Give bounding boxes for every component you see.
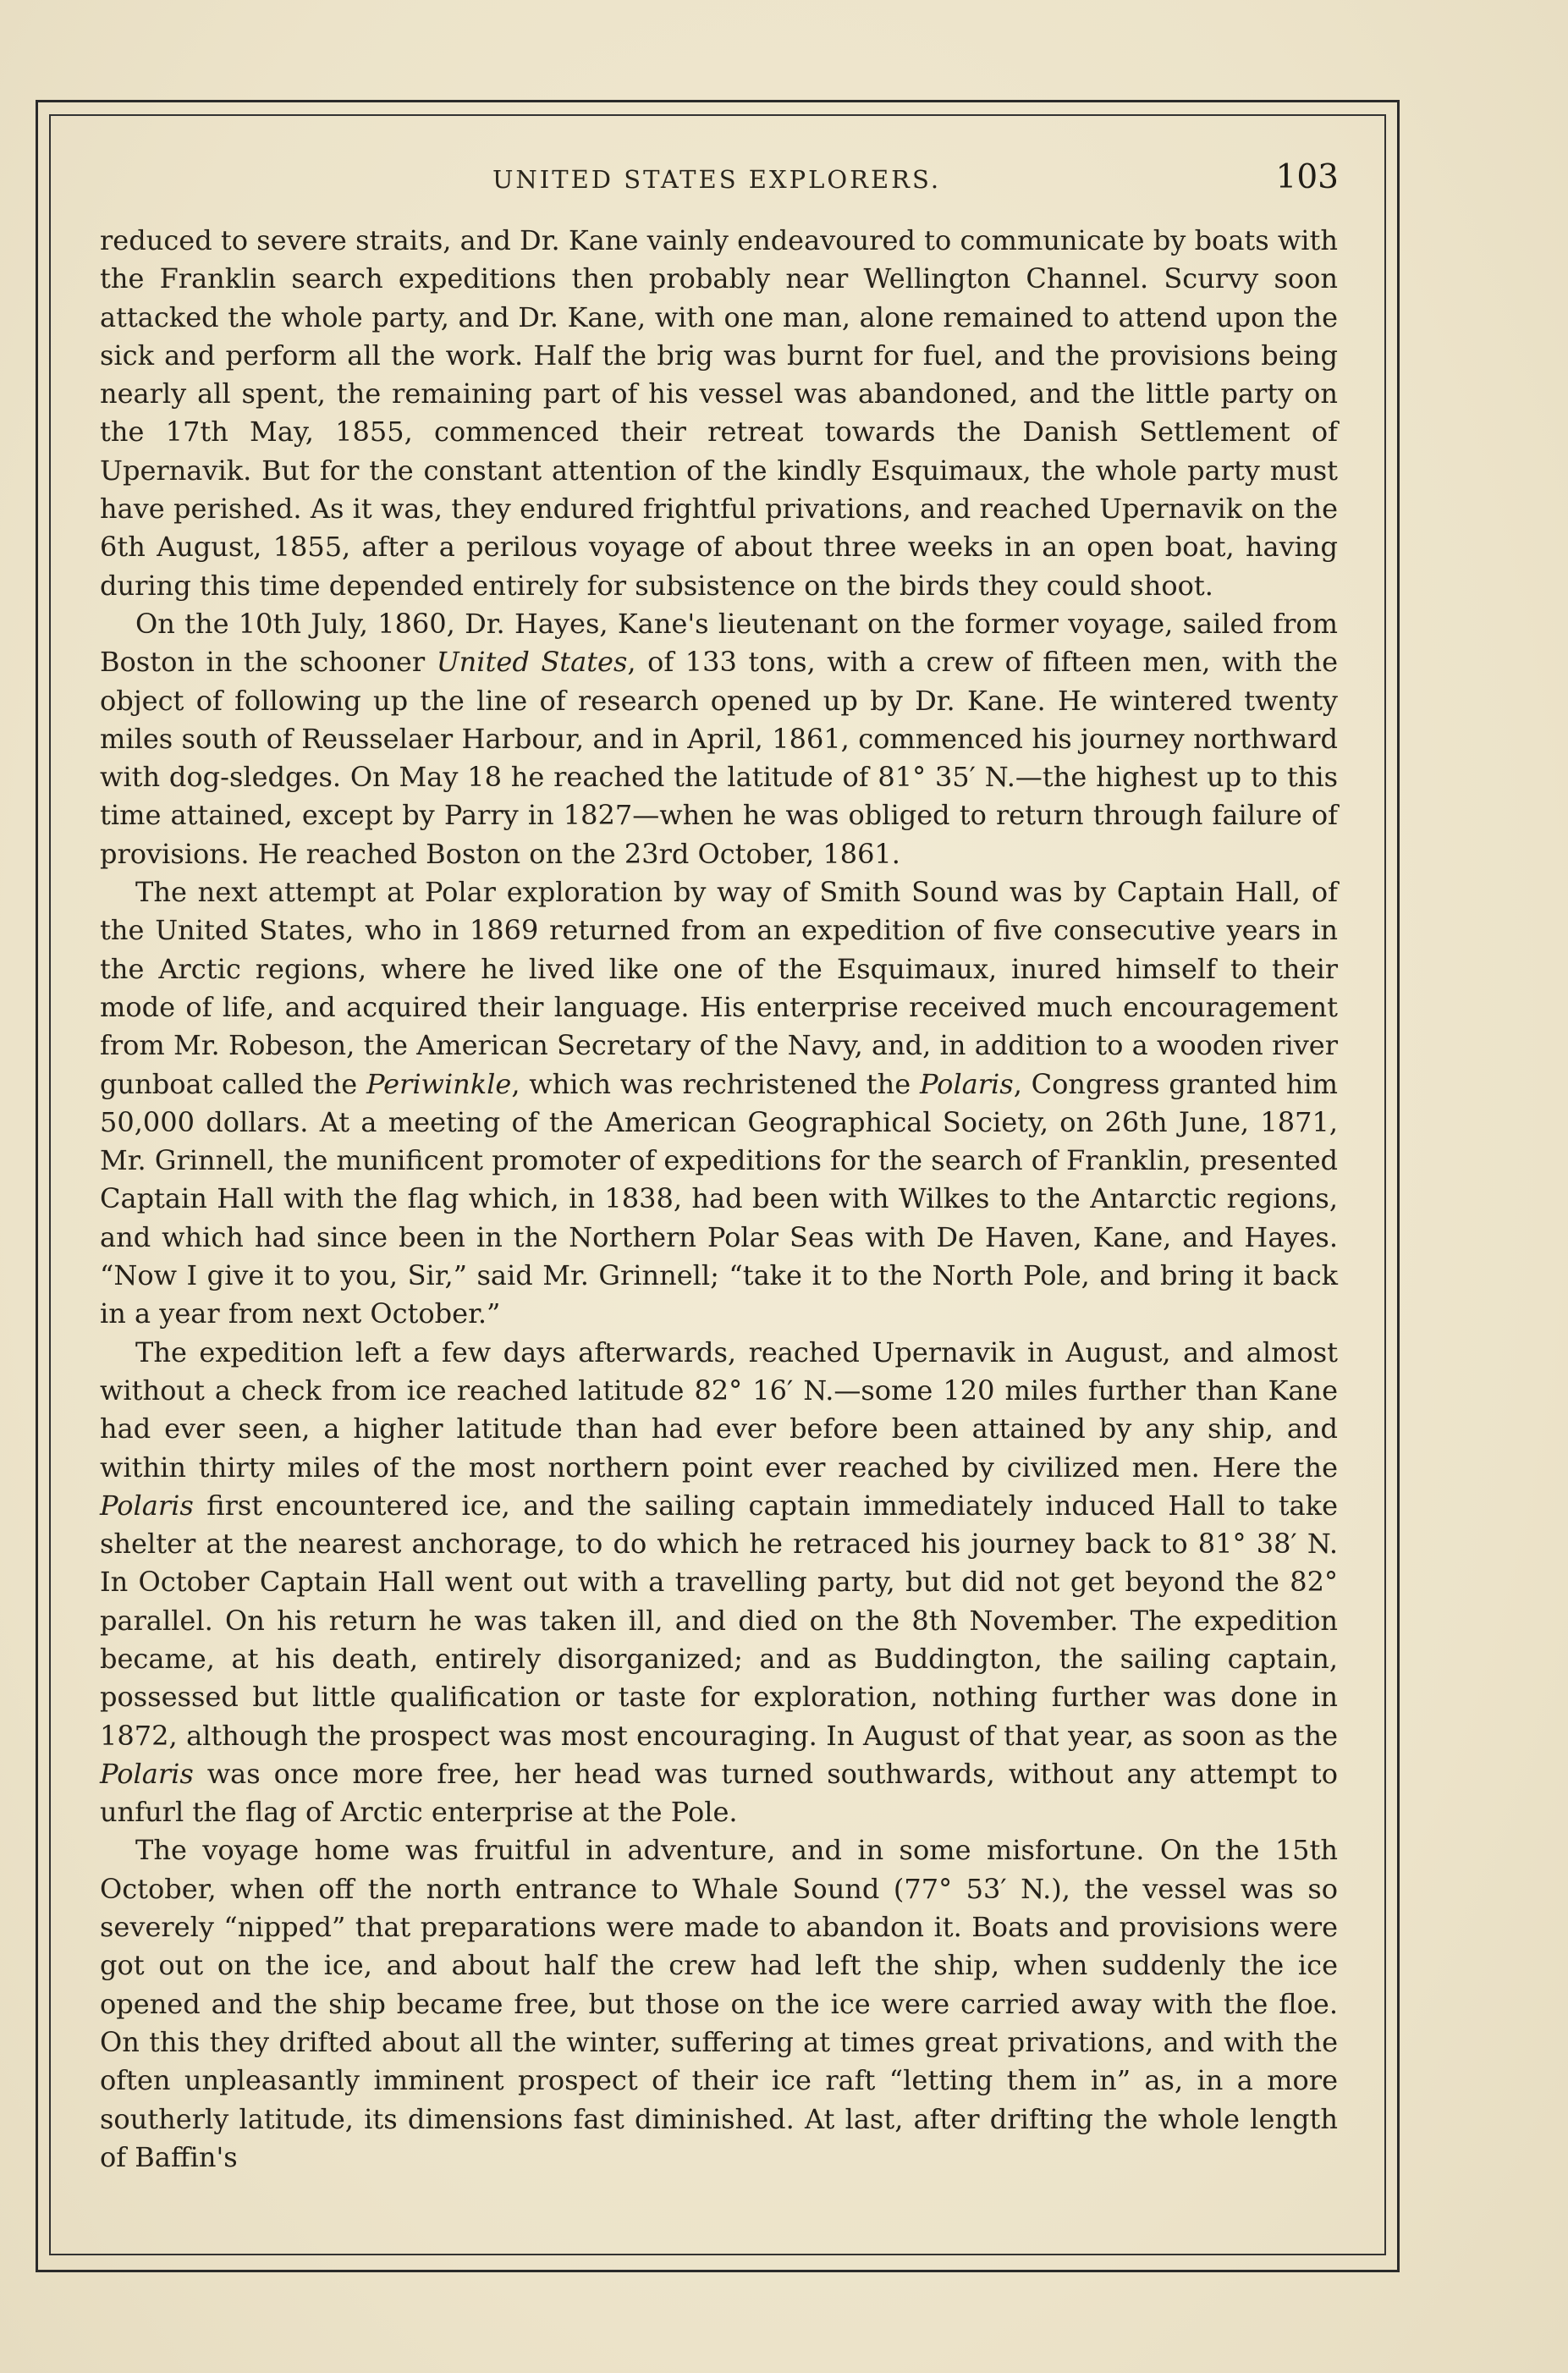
paragraph-polaris-north	[100, 1334, 1338, 1832]
running-title: UNITED STATES EXPLORERS.	[492, 165, 942, 194]
paragraph-hayes-voyage	[100, 605, 1338, 873]
text-run: The expedition left a few days afterwards, reached Upernavik in August, and almost without a check from ice reached latitude 82° 16′ N.—some 120 miles further than Kane had ever seen, a higher latitude than had ever before been attained by any ship, and within thirty miles of the most northern point ever reached by civilized men. Here the	[100, 1335, 1338, 1484]
ship-name-italic: Polaris	[919, 1067, 1014, 1100]
paragraph-hall-expedition	[100, 873, 1338, 1334]
ship-name-italic: Periwinkle	[366, 1067, 512, 1100]
text-run: The next attempt at Polar exploration by way of Smith Sound was by Captain Hall, of the United States, who in 1869 returned from an expedition of five consecutive years in the Arctic regions, where he lived like one of the Esquimaux, inured himself to their mode of life, and acquired their language. His enterprise received much encouragement from Mr. Robeson, the American Secretary of the Navy, and, in addition to a wooden river gunboat called the	[100, 876, 1338, 1100]
text-run: first encountered ice, and the sailing captain immediately induced Hall to take shelter at the nearest anchorage, to do which he retraced his journey back to 81° 38′ N. In October Captain Hall went out with a travelling party, but did not get beyond the 82° parallel. On his return he was taken ill, and died on the 8th November. The expedition became, at his death, entirely disorganized; and as Buddington, the sailing captain, possessed but little qualification or taste for exploration, nothing further was done in 1872, although the prospect was most encouraging. In August of that year, as soon as the	[100, 1489, 1338, 1752]
text-run: , of 133 tons, with a crew of fifteen men, with the object of following up the line of research opened up by Dr. Kane. He wintered twenty miles south of Reusselaer Harbour, and in April, 1861, commenced his journey northward with dog-sledges. On May 18 he reached the latitude of 81° 35′ N.—the highest up to this time attained, except by Parry in 1827—when he was obliged to return through failure of provisions. He reached Boston on the 23rd October, 1861.	[100, 646, 1339, 870]
text-run: , Congress granted him 50,000 dollars. At a meeting of the American Geographical Society, on 26th June, 1871, Mr. Grinnell, the munificent promoter of expeditions for the search of Franklin, presented Captain Hall with the flag which, in 1838, had been with Wilkes to the Antarctic regions, and which had since been in the Northern Polar Seas with De Haven, Kane, and Hayes. “Now I give it to you, Sir,” said Mr. Grinnell; “take it to the North Pole, and bring it back in a year from next October.”	[100, 1067, 1339, 1330]
running-head	[95, 158, 1339, 206]
ship-name-italic: United States	[436, 646, 628, 679]
ship-name-italic: Polaris	[100, 1489, 194, 1522]
text-run: The voyage home was fruitful in adventure, and in some misfortune. On the 15th October, when off the north entrance to Whale Sound (77° 53′ N.), the vessel was so severely “nipped” that preparations were made to abandon it. Boats and provisions were got out on the ice, and about half the crew had left the ship, when suddenly the ice opened and the ship became free, but those on the ice were carried away with the floe. On this they drifted about all the winter, suffering at times great privations, and with the often unpleasantly imminent prospect of their ice raft “letting them in” as, in a more southerly latitude, its dimensions fast diminished. At last, after drifting the whole length of Baffin's	[100, 1834, 1338, 2173]
paragraph-kane-retreat	[100, 222, 1338, 605]
body-text	[100, 222, 1338, 2194]
ship-name-italic: Polaris	[100, 1757, 194, 1790]
paragraph-voyage-home	[100, 1831, 1338, 2177]
page-number: 103	[1275, 158, 1339, 196]
text-run: was once more free, her head was turned southwards, without any attempt to unfurl the flag of Arctic enterprise at the Pole.	[100, 1757, 1338, 1829]
text-run: On the 10th July, 1860, Dr. Hayes, Kane's lieutenant on the former voyage, sailed from Boston in the schooner	[100, 607, 1338, 679]
text-run: , which was rechristened the	[511, 1067, 920, 1100]
text-run: reduced to severe straits, and Dr. Kane vainly endeavoured to communicate by boats with the Franklin search expeditions then probably near Wellington Channel. Scurvy soon attacked the whole party, and Dr. Kane, with one man, alone remained to attend upon the sick and perform all the work. Half the brig was burnt for fuel, and the provisions being nearly all spent, the remaining part of his vessel was abandoned, and the little party on the 17th May, 1855, commenced their retreat towards the Danish Settlement of Upernavik. But for the constant attention of the kindly Esquimaux, the whole party must have perished. As it was, they endured frightful privations, and reached Upernavik on the 6th August, 1855, after a perilous voyage of about three weeks in an open boat, having during this time depended entirely for subsistence on the birds they could shoot.	[100, 224, 1338, 602]
